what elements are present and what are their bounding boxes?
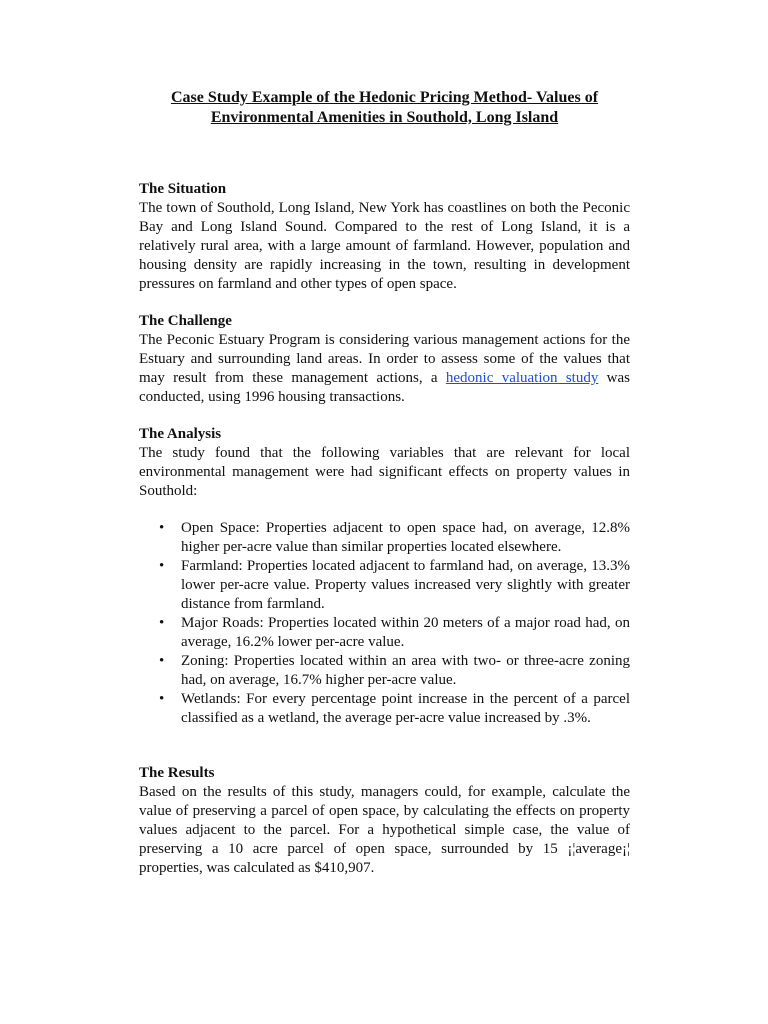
results-heading: The Results <box>139 765 215 781</box>
document-title <box>139 88 630 128</box>
bullet-text: Major Roads: Properties located within 20 meters of a major road had, on average, 16.2% lower per-acre value. <box>181 615 630 650</box>
hedonic-valuation-study-link[interactable]: hedonic valuation study <box>445 370 599 386</box>
document-page <box>139 88 630 878</box>
bullet-dot: • <box>159 520 165 536</box>
challenge-text-after-link: was conducted, using 1996 housing transactions. <box>139 370 630 405</box>
challenge-heading: The Challenge <box>139 313 232 329</box>
bullet-text: Farmland: Properties located adjacent to farmland had, on average, 13.3% lower per-acre value. Property values increased very slightly with greater distance from farmland. <box>181 558 630 612</box>
bullet-zoning <box>139 652 630 690</box>
document-title-line-1: Case Study Example of the Hedonic Pricing Method- Values of <box>170 89 599 106</box>
analysis-heading: The Analysis <box>139 426 222 442</box>
section-challenge <box>139 312 630 407</box>
bullet-text: Open Space: Properties adjacent to open space had, on average, 12.8% higher per-acre value than similar properties located elsewhere. <box>181 520 630 555</box>
document-title-line-2: Environmental Amenities in Southold, Long Island <box>210 109 559 126</box>
analysis-paragraph: The study found that the following variables that are relevant for local environmental management were had significant effects on property values in Southold: <box>139 445 630 499</box>
situation-paragraph: The town of Southold, Long Island, New York has coastlines on both the Peconic Bay and Long Island Sound. Compared to the rest of Long Island, it is a relatively rural area, with a large amount of farmland. However, population and housing density are rapidly increasing in the town, resulting in development pressures on farmland and other types of open space. <box>139 200 630 292</box>
challenge-paragraph <box>139 331 630 407</box>
section-situation <box>139 180 630 294</box>
bullet-dot: • <box>159 558 165 574</box>
bullet-text: Zoning: Properties located within an area with two- or three-acre zoning had, on average, 16.7% higher per-acre value. <box>181 653 630 688</box>
section-results <box>139 764 630 878</box>
situation-heading: The Situation <box>139 181 227 197</box>
results-paragraph: Based on the results of this study, managers could, for example, calculate the value of preserving a parcel of open space, by calculating the effects on property values adjacent to the parcel. For a hypothetical simple case, the value of preserving a 10 acre parcel of open space, surrounded by 15 ¡¦average¡¦ properties, was calculated as $410,907. <box>139 784 630 876</box>
bullet-farmland <box>139 557 630 614</box>
bullet-wetlands <box>139 690 630 728</box>
challenge-text-before-link: The Peconic Estuary Program is considering various management actions for the Estuary and surrounding land areas. In order to assess some of the values that may result from these management actions, a <box>139 332 630 386</box>
bullet-text: Wetlands: For every percentage point increase in the percent of a parcel classified as a wetland, the average per-acre value increased by .3%. <box>181 691 630 726</box>
bullet-major-roads <box>139 614 630 652</box>
section-analysis <box>139 425 630 728</box>
bullet-open-space <box>139 519 630 557</box>
bullet-dot: • <box>159 615 165 631</box>
bullet-dot: • <box>159 653 165 669</box>
bullet-dot: • <box>159 691 165 707</box>
analysis-bullet-list <box>139 519 630 728</box>
